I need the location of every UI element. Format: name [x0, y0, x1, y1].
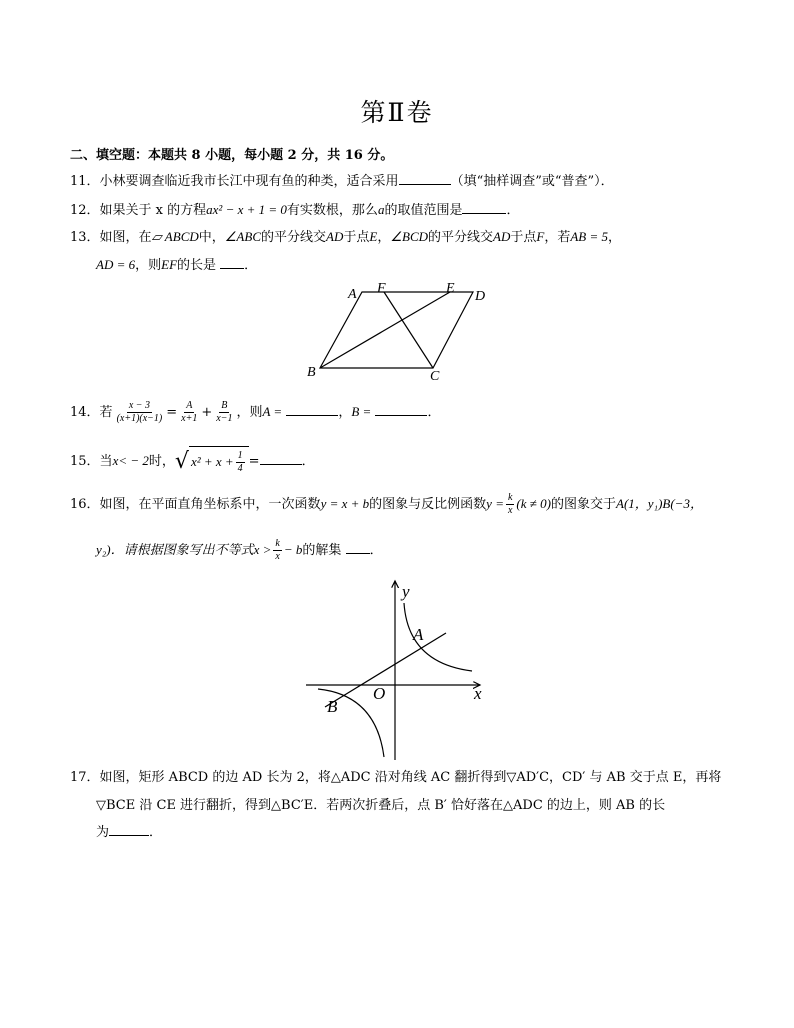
q13-ad: AD: [326, 229, 344, 244]
q13-text: 的平分线交: [428, 230, 494, 245]
q16-ineq-x: x: [275, 551, 280, 562]
label-B: B: [327, 697, 338, 716]
label-F: F: [377, 281, 386, 296]
label-x: x: [474, 684, 482, 703]
q13-e: E: [369, 229, 378, 244]
q15-radical: [175, 446, 249, 477]
q12-end: ．: [506, 203, 520, 218]
q13-text: 的长是: [177, 258, 217, 273]
question-17-line-3: [96, 823, 776, 843]
q16-ineq-lhs: x >: [253, 542, 272, 557]
q15-text: 当: [99, 454, 113, 469]
q16-answer-blank[interactable]: [346, 541, 370, 554]
q15-condition: x< − 2: [112, 453, 149, 468]
question-13-line-1: [70, 227, 750, 248]
q15-radicand-terms: x² + x +: [190, 454, 234, 469]
question-17-line-1: [70, 768, 750, 788]
q14-text: 若: [99, 405, 113, 420]
q11-hint: （填“抽样调查”或“普查”）．: [450, 174, 614, 189]
q12-post: 的取值范围是: [384, 203, 463, 218]
q12-mid: 有实数根，那么: [286, 203, 378, 218]
q14-f2-den: x+1: [181, 413, 198, 424]
label-C: C: [430, 369, 440, 384]
q14-fraction-3: [214, 400, 234, 425]
q16-number: 16．: [70, 497, 100, 512]
q13-text: 于点: [343, 230, 370, 245]
q14-a-eq: A =: [262, 404, 283, 419]
q12-answer-blank[interactable]: [462, 201, 506, 214]
q16-coordinate-figure: [300, 575, 500, 765]
q13-ad-value: AD = 6: [96, 257, 136, 272]
q14-number: 14．: [70, 405, 100, 420]
q15-number: 15．: [70, 454, 100, 469]
question-16-line-2: [96, 535, 776, 565]
q14-f3-den: x−1: [216, 413, 233, 424]
q12-equation: ax² − x + 1 = 0: [206, 202, 287, 217]
q14-f3-num: B: [221, 400, 228, 411]
q11-answer-blank[interactable]: [399, 172, 451, 185]
q14-text: ，则: [236, 405, 263, 420]
q13-text: ，则: [135, 258, 162, 273]
q16-text: 的解集: [302, 543, 342, 558]
section-header: 二、填空题：本题共 8 小题，每小题 2 分，共 16 分。: [70, 148, 394, 163]
q17-text: 为: [96, 825, 110, 840]
q13-text: 于点: [510, 230, 537, 245]
q12-pre: 如果关于 x 的方程: [99, 203, 207, 218]
q16-inverse-cond: (k ≠ 0): [516, 496, 551, 511]
sqrt-icon: √: [174, 448, 189, 474]
question-17-line-2: ▽BCE 沿 CE 进行翻折，得到△BC′E．若两次折叠后，点 B′ 恰好落在△ADC 的边上，则 AB 的长: [96, 798, 666, 813]
q17-text: ．: [149, 825, 163, 840]
q15-text: ．: [301, 454, 315, 469]
q13-text: 的平分线交: [261, 230, 327, 245]
bisector-cf: [384, 292, 433, 368]
q16-text: y₂)．请根据图象写出不等式: [96, 542, 254, 557]
q14-b-eq: B =: [351, 404, 372, 419]
q13-number: 13．: [70, 230, 100, 245]
label-A: A: [348, 287, 357, 302]
q15-text: 时，: [148, 454, 175, 469]
question-12: [70, 200, 750, 221]
label-A: A: [413, 625, 424, 644]
q13-parallelogram-figure: [300, 280, 500, 385]
q13-f: F: [536, 229, 545, 244]
q17-number: 17．: [70, 770, 100, 785]
q13-text: 中，: [198, 230, 225, 245]
label-B: B: [307, 365, 316, 380]
label-D: D: [475, 289, 486, 304]
question-11: [70, 172, 750, 192]
q13-ab: AB = 5: [570, 229, 608, 244]
linear-line: [325, 633, 446, 707]
q11-text: 小林要调查临近我市长江中现有鱼的种类，适合采用: [99, 174, 399, 189]
q17-text: 如图，矩形 ABCD 的边 AD 长为 2，将△ADC 沿对角线 AC 翻折得到▽AD′C，CD′ 与 AB 交于点 E，再将: [99, 770, 722, 785]
q16-points: A(1，y₁)B(−3，: [616, 496, 703, 511]
question-13-line-2: [96, 255, 776, 276]
label-E: E: [446, 281, 455, 296]
q16-linear: y = x + b: [320, 496, 370, 511]
q16-ineq-k: k: [275, 538, 280, 549]
q14-text: ．: [427, 405, 441, 420]
bisector-be: [320, 292, 450, 368]
q14-fraction-1: [115, 400, 165, 425]
q15-quarter-num: 1: [237, 449, 243, 461]
q13-angle-abc: ∠ABC: [224, 229, 261, 244]
q16-text: ．: [369, 543, 383, 558]
q15-radicand: [189, 446, 249, 477]
q13-ef: EF: [161, 257, 178, 272]
q16-k: k: [507, 492, 513, 503]
q14-b-blank[interactable]: [375, 403, 427, 416]
q17-answer-blank[interactable]: [109, 823, 149, 836]
q12-a: a: [377, 202, 385, 217]
q11-number: 11．: [70, 174, 100, 189]
q14-eq: =: [166, 405, 178, 420]
q13-text: ，若: [544, 230, 571, 245]
q16-x: x: [507, 505, 513, 516]
q13-angle-bcd: ∠BCD: [390, 229, 428, 244]
q13-answer-blank[interactable]: [220, 256, 244, 269]
q16-ineq-frac: [273, 538, 281, 563]
parallelogram-outline: [320, 292, 473, 368]
q14-a-blank[interactable]: [286, 403, 338, 416]
q12-number: 12．: [70, 203, 100, 218]
q13-parallelogram: ▱ ABCD: [151, 229, 199, 244]
q16-text: 如图，在平面直角坐标系中，一次函数: [99, 497, 321, 512]
q16-text: 的图象交于: [551, 497, 617, 512]
q14-f2-num: A: [186, 400, 193, 411]
q14-plus: +: [201, 405, 213, 420]
q13-text: ，: [608, 230, 622, 245]
q15-quarter: [236, 450, 245, 475]
q16-text: 的图象与反比例函数: [369, 497, 487, 512]
q16-ineq-rhs: − b: [283, 542, 303, 557]
q16-inverse-lhs: y =: [486, 496, 504, 511]
q15-answer-blank[interactable]: [260, 452, 302, 465]
question-16-line-1: [70, 490, 750, 518]
q13-text: ．: [244, 258, 258, 273]
q16-inverse-frac: [506, 492, 514, 517]
q13-text: 如图，在: [99, 230, 152, 245]
q14-text: ，: [338, 405, 352, 420]
q14-fraction-2: [179, 400, 199, 425]
label-y: y: [402, 582, 410, 601]
page-title: 第Ⅱ卷: [360, 98, 434, 127]
q14-f1-den: (x+1)(x−1): [116, 413, 163, 424]
question-14: [70, 398, 750, 426]
q15-quarter-den: 4: [237, 462, 243, 474]
label-O: O: [373, 684, 386, 703]
q13-ad: AD: [493, 229, 511, 244]
q13-text: ，: [377, 230, 391, 245]
q15-eq: =: [248, 454, 260, 469]
q14-f1-num: x − 3: [128, 400, 150, 411]
question-15: [70, 446, 750, 476]
